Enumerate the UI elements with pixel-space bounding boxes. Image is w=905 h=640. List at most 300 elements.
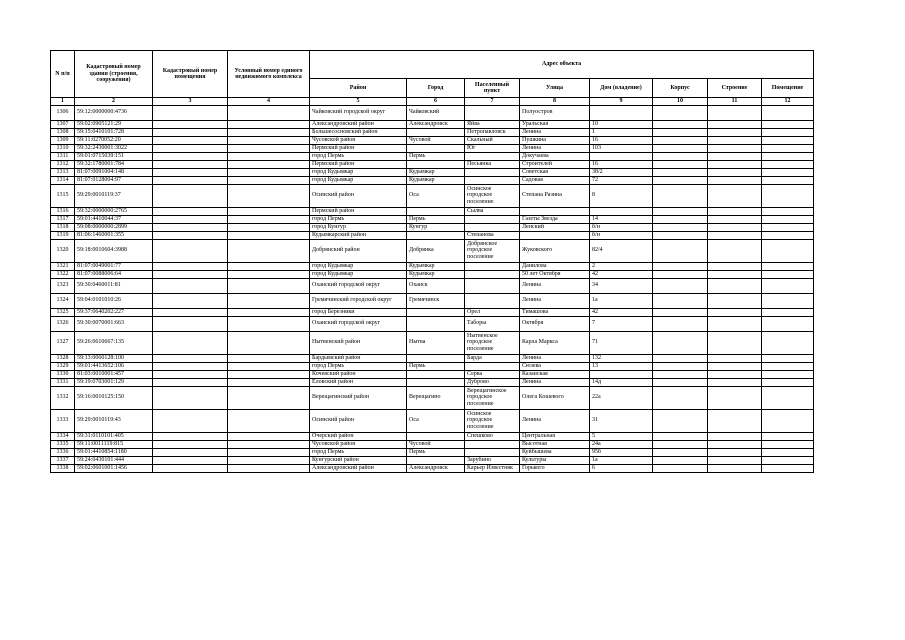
- cell-gorod: Оса: [407, 409, 465, 432]
- cell-pomeshenie: [762, 362, 814, 370]
- cell-dom: б/н: [590, 231, 653, 239]
- col-number: 8: [520, 98, 590, 106]
- cell-ulica: Ленина: [520, 144, 590, 152]
- cell-kad-room: [153, 370, 228, 378]
- cell-korpus: [653, 308, 708, 316]
- cell-gorod: [407, 128, 465, 136]
- cell-rayon: Бардымский район: [310, 354, 407, 362]
- cell-ulica: Докучаева: [520, 152, 590, 160]
- cell-n: 1317: [51, 215, 75, 223]
- cell-punkt: Яйва: [465, 120, 520, 128]
- cell-dom: [590, 370, 653, 378]
- cell-rayon: Еловский район: [310, 378, 407, 386]
- cell-ulica: Куйбышева: [520, 448, 590, 456]
- cell-stroenie: [708, 105, 762, 120]
- cell-uslov: [228, 176, 310, 184]
- cell-stroenie: [708, 215, 762, 223]
- cell-rayon: Чусовской район: [310, 136, 407, 144]
- table-row: [51, 152, 814, 160]
- cell-korpus: [653, 409, 708, 432]
- cell-stroenie: [708, 176, 762, 184]
- cell-korpus: [653, 293, 708, 308]
- cell-stroenie: [708, 331, 762, 354]
- cell-punkt: [465, 223, 520, 231]
- cell-rayon: город Кудымкар: [310, 168, 407, 176]
- cell-n: 1331: [51, 378, 75, 386]
- col-number: 9: [590, 98, 653, 106]
- cell-rayon: Осинский район: [310, 409, 407, 432]
- cell-kad-building: 59:19:0703001:129: [75, 378, 153, 386]
- cell-gorod: [407, 456, 465, 464]
- cell-dom: 14д: [590, 378, 653, 386]
- cell-gorod: Чусовой: [407, 136, 465, 144]
- cell-pomeshenie: [762, 239, 814, 262]
- col-number: 2: [75, 98, 153, 106]
- cell-punkt: [465, 293, 520, 308]
- cell-dom: [590, 207, 653, 215]
- col-number: 3: [153, 98, 228, 106]
- cell-punkt: [465, 168, 520, 176]
- cell-kad-room: [153, 128, 228, 136]
- cell-stroenie: [708, 144, 762, 152]
- cell-rayon: Очерский район: [310, 432, 407, 440]
- cell-kad-building: 81:07:0049001:77: [75, 262, 153, 270]
- cell-korpus: [653, 456, 708, 464]
- cell-kad-building: 59:32:2430001:3022: [75, 144, 153, 152]
- cell-rayon: Гремячинский городской округ: [310, 293, 407, 308]
- cell-uslov: [228, 105, 310, 120]
- cell-stroenie: [708, 432, 762, 440]
- cell-gorod: Кудымкар: [407, 176, 465, 184]
- cell-punkt: Нытвенское городское поселение: [465, 331, 520, 354]
- cell-stroenie: [708, 293, 762, 308]
- cell-korpus: [653, 316, 708, 331]
- cell-n: 1309: [51, 136, 75, 144]
- table-row: [51, 270, 814, 278]
- cell-stroenie: [708, 168, 762, 176]
- cell-n: 1327: [51, 331, 75, 354]
- cell-punkt: Петропавловск: [465, 128, 520, 136]
- cell-stroenie: [708, 239, 762, 262]
- cell-korpus: [653, 370, 708, 378]
- cell-stroenie: [708, 278, 762, 293]
- header-rayon: Район: [310, 79, 407, 98]
- cell-punkt: Осинское городское поселение: [465, 184, 520, 207]
- cell-kad-building: 59:04:0101010:26: [75, 293, 153, 308]
- cell-gorod: Кудымкар: [407, 168, 465, 176]
- cell-ulica: [520, 231, 590, 239]
- cell-punkt: [465, 440, 520, 448]
- cell-stroenie: [708, 136, 762, 144]
- cell-kad-room: [153, 231, 228, 239]
- cell-pomeshenie: [762, 144, 814, 152]
- cell-kad-building: 59:24:0430101:444: [75, 456, 153, 464]
- cell-kad-room: [153, 144, 228, 152]
- cell-kad-room: [153, 160, 228, 168]
- cell-n: 1333: [51, 409, 75, 432]
- cell-korpus: [653, 440, 708, 448]
- cell-kad-building: 81:07:0091004:148: [75, 168, 153, 176]
- cell-pomeshenie: [762, 370, 814, 378]
- cell-punkt: Карьер Известняк: [465, 464, 520, 472]
- cell-n: 1312: [51, 160, 75, 168]
- cell-rayon: Большесосновский район: [310, 128, 407, 136]
- cell-rayon: Верещагинский район: [310, 386, 407, 409]
- cell-stroenie: [708, 440, 762, 448]
- cell-uslov: [228, 386, 310, 409]
- cell-ulica: Ленина: [520, 378, 590, 386]
- cell-kad-building: 59:01:0715039:151: [75, 152, 153, 160]
- cell-n: 1318: [51, 223, 75, 231]
- cell-gorod: Кудымкар: [407, 262, 465, 270]
- cell-dom: 42: [590, 308, 653, 316]
- cell-rayon: Кочевский район: [310, 370, 407, 378]
- cell-rayon: город Березники: [310, 308, 407, 316]
- cell-punkt: Спешково: [465, 432, 520, 440]
- cell-kad-room: [153, 239, 228, 262]
- cell-dom: 42: [590, 270, 653, 278]
- cell-kad-building: 59:32:0000000:2765: [75, 207, 153, 215]
- cell-uslov: [228, 231, 310, 239]
- cell-korpus: [653, 105, 708, 120]
- cell-stroenie: [708, 448, 762, 456]
- table-row: [51, 440, 814, 448]
- cell-n: 1310: [51, 144, 75, 152]
- cell-dom: 1: [590, 128, 653, 136]
- cell-dom: 95б: [590, 448, 653, 456]
- cell-rayon: город Кудымкар: [310, 270, 407, 278]
- cell-stroenie: [708, 207, 762, 215]
- cell-pomeshenie: [762, 262, 814, 270]
- cell-korpus: [653, 136, 708, 144]
- cell-rayon: Добрянский район: [310, 239, 407, 262]
- cell-uslov: [228, 152, 310, 160]
- cell-dom: 82/4: [590, 239, 653, 262]
- cell-uslov: [228, 378, 310, 386]
- table-row: [51, 308, 814, 316]
- cell-stroenie: [708, 370, 762, 378]
- cell-rayon: Кудымкарский район: [310, 231, 407, 239]
- cell-n: 1322: [51, 270, 75, 278]
- header-address: Адрес объекта: [310, 51, 814, 79]
- cell-n: 1323: [51, 278, 75, 293]
- cell-kad-room: [153, 440, 228, 448]
- cell-kad-building: 59:08:0000000:2899: [75, 223, 153, 231]
- cell-kad-building: 59:01:4413652:106: [75, 362, 153, 370]
- cell-gorod: Оса: [407, 184, 465, 207]
- table-row: [51, 316, 814, 331]
- cell-ulica: Пушкина: [520, 136, 590, 144]
- cell-pomeshenie: [762, 278, 814, 293]
- cell-uslov: [228, 144, 310, 152]
- cell-kad-room: [153, 464, 228, 472]
- header-kad-room: Кадастровый номер помещения: [153, 51, 228, 98]
- cell-kad-building: 59:01:4410854:1180: [75, 448, 153, 456]
- cell-uslov: [228, 316, 310, 331]
- cell-ulica: Степана Разина: [520, 184, 590, 207]
- cell-n: 1334: [51, 432, 75, 440]
- cell-uslov: [228, 160, 310, 168]
- cell-pomeshenie: [762, 456, 814, 464]
- cell-gorod: Пермь: [407, 215, 465, 223]
- cell-dom: 103: [590, 144, 653, 152]
- cell-kad-room: [153, 262, 228, 270]
- cell-ulica: Данилова: [520, 262, 590, 270]
- cell-stroenie: [708, 270, 762, 278]
- table-row: [51, 144, 814, 152]
- header-gorod: Город: [407, 79, 465, 98]
- cell-rayon: город Пермь: [310, 215, 407, 223]
- cell-korpus: [653, 120, 708, 128]
- cell-dom: 14: [590, 215, 653, 223]
- cell-punkt: Скальный: [465, 136, 520, 144]
- cell-ulica: Ленина: [520, 278, 590, 293]
- cell-rayon: город Пермь: [310, 448, 407, 456]
- cell-ulica: Культуры: [520, 456, 590, 464]
- cell-n: 1311: [51, 152, 75, 160]
- cell-dom: 1а: [590, 456, 653, 464]
- cell-korpus: [653, 215, 708, 223]
- cell-punkt: Орел: [465, 308, 520, 316]
- cell-korpus: [653, 168, 708, 176]
- cell-pomeshenie: [762, 136, 814, 144]
- cell-stroenie: [708, 308, 762, 316]
- table-row: [51, 239, 814, 262]
- cell-kad-room: [153, 386, 228, 409]
- cell-pomeshenie: [762, 448, 814, 456]
- cell-kad-building: 59:01:4410044:37: [75, 215, 153, 223]
- cell-pomeshenie: [762, 105, 814, 120]
- cell-korpus: [653, 223, 708, 231]
- cell-ulica: Казанская: [520, 370, 590, 378]
- cell-rayon: город Кудымкар: [310, 262, 407, 270]
- cell-korpus: [653, 160, 708, 168]
- cell-punkt: Таборы: [465, 316, 520, 331]
- cell-uslov: [228, 184, 310, 207]
- cell-n: 1337: [51, 456, 75, 464]
- cell-gorod: Кудымкар: [407, 270, 465, 278]
- cell-uslov: [228, 440, 310, 448]
- cell-korpus: [653, 386, 708, 409]
- table-row: [51, 215, 814, 223]
- col-number: 7: [465, 98, 520, 106]
- cell-kad-building: 59:11:0270052:20: [75, 136, 153, 144]
- header-korpus: Корпус: [653, 79, 708, 98]
- table-row: [51, 432, 814, 440]
- cell-punkt: [465, 262, 520, 270]
- cell-gorod: [407, 370, 465, 378]
- cell-stroenie: [708, 456, 762, 464]
- table-row: [51, 409, 814, 432]
- cell-n: 1315: [51, 184, 75, 207]
- cell-kad-building: 59:29:0010119:43: [75, 409, 153, 432]
- cell-gorod: [407, 207, 465, 215]
- cell-korpus: [653, 239, 708, 262]
- cell-dom: 16: [590, 160, 653, 168]
- cell-dom: 71: [590, 331, 653, 354]
- cell-n: 1316: [51, 207, 75, 215]
- cell-gorod: Гремячинск: [407, 293, 465, 308]
- cell-uslov: [228, 136, 310, 144]
- cell-uslov: [228, 128, 310, 136]
- cell-ulica: Уральская: [520, 120, 590, 128]
- cell-punkt: [465, 278, 520, 293]
- cell-stroenie: [708, 378, 762, 386]
- cell-n: 1325: [51, 308, 75, 316]
- cell-korpus: [653, 331, 708, 354]
- cell-rayon: город Кудымкар: [310, 176, 407, 184]
- cell-korpus: [653, 354, 708, 362]
- document-page: [50, 50, 813, 473]
- header-punkt: Населенный пункт: [465, 79, 520, 98]
- cell-kad-room: [153, 136, 228, 144]
- cell-dom: 13: [590, 362, 653, 370]
- cell-korpus: [653, 262, 708, 270]
- cell-n: 1328: [51, 354, 75, 362]
- cell-uslov: [228, 331, 310, 354]
- cell-uslov: [228, 432, 310, 440]
- cell-punkt: [465, 152, 520, 160]
- header-ulica: Улица: [520, 79, 590, 98]
- cell-rayon: Чусовской район: [310, 440, 407, 448]
- cell-pomeshenie: [762, 120, 814, 128]
- cell-punkt: Юг: [465, 144, 520, 152]
- cell-ulica: Сюзева: [520, 362, 590, 370]
- table-row: [51, 136, 814, 144]
- cell-pomeshenie: [762, 160, 814, 168]
- cell-punkt: [465, 448, 520, 456]
- cell-pomeshenie: [762, 270, 814, 278]
- cell-stroenie: [708, 362, 762, 370]
- cell-dom: 7: [590, 316, 653, 331]
- cell-kad-room: [153, 331, 228, 354]
- cell-stroenie: [708, 128, 762, 136]
- table-row: [51, 105, 814, 120]
- cell-gorod: [407, 231, 465, 239]
- cell-kad-room: [153, 293, 228, 308]
- cell-rayon: город Кунгур: [310, 223, 407, 231]
- cell-pomeshenie: [762, 231, 814, 239]
- cell-uslov: [228, 262, 310, 270]
- cell-rayon: город Пермь: [310, 362, 407, 370]
- col-number: 4: [228, 98, 310, 106]
- cell-n: 1336: [51, 448, 75, 456]
- cell-kad-room: [153, 168, 228, 176]
- col-number: 5: [310, 98, 407, 106]
- cell-uslov: [228, 239, 310, 262]
- cell-kad-building: 59:26:0610667:135: [75, 331, 153, 354]
- cell-stroenie: [708, 354, 762, 362]
- cell-rayon: Пермский район: [310, 144, 407, 152]
- object-table: [50, 50, 814, 473]
- cell-kad-building: 59:30:0460011:81: [75, 278, 153, 293]
- table-row: [51, 370, 814, 378]
- cell-punkt: [465, 362, 520, 370]
- cell-gorod: Александровск: [407, 120, 465, 128]
- cell-uslov: [228, 456, 310, 464]
- cell-dom: 24а: [590, 440, 653, 448]
- cell-n: 1307: [51, 120, 75, 128]
- table-row: [51, 128, 814, 136]
- cell-kad-room: [153, 278, 228, 293]
- cell-uslov: [228, 223, 310, 231]
- cell-pomeshenie: [762, 215, 814, 223]
- cell-uslov: [228, 215, 310, 223]
- cell-pomeshenie: [762, 223, 814, 231]
- cell-n: 1319: [51, 231, 75, 239]
- cell-kad-room: [153, 308, 228, 316]
- cell-gorod: Чусовой: [407, 440, 465, 448]
- cell-punkt: Зарубино: [465, 456, 520, 464]
- cell-kad-building: 59:37:0640202:227: [75, 308, 153, 316]
- cell-kad-room: [153, 105, 228, 120]
- table-row: [51, 160, 814, 168]
- cell-n: 1321: [51, 262, 75, 270]
- col-number: 12: [762, 98, 814, 106]
- cell-kad-room: [153, 152, 228, 160]
- cell-gorod: Пермь: [407, 362, 465, 370]
- cell-pomeshenie: [762, 432, 814, 440]
- header-pomeshenie: Помещение: [762, 79, 814, 98]
- cell-pomeshenie: [762, 440, 814, 448]
- cell-uslov: [228, 409, 310, 432]
- header-dom: Дом (владение): [590, 79, 653, 98]
- cell-gorod: [407, 378, 465, 386]
- cell-rayon: Оханский городской округ: [310, 278, 407, 293]
- cell-punkt: [465, 105, 520, 120]
- header-kad-building: Кадастровый номер здания (строения, сооружения): [75, 51, 153, 98]
- cell-uslov: [228, 370, 310, 378]
- cell-punkt: Песьянка: [465, 160, 520, 168]
- cell-kad-room: [153, 362, 228, 370]
- cell-rayon: город Пермь: [310, 152, 407, 160]
- col-number: 6: [407, 98, 465, 106]
- cell-kad-building: 59:13:0060128:100: [75, 354, 153, 362]
- cell-kad-building: 59:02:0905121:29: [75, 120, 153, 128]
- cell-kad-room: [153, 448, 228, 456]
- cell-kad-building: 59:31:0110101:405: [75, 432, 153, 440]
- cell-rayon: Нытвенский район: [310, 331, 407, 354]
- cell-ulica: Садовая: [520, 176, 590, 184]
- cell-kad-room: [153, 120, 228, 128]
- cell-gorod: Добрянка: [407, 239, 465, 262]
- cell-rayon: Пермский район: [310, 160, 407, 168]
- cell-gorod: [407, 144, 465, 152]
- cell-rayon: Осинский район: [310, 184, 407, 207]
- cell-stroenie: [708, 464, 762, 472]
- cell-kad-room: [153, 207, 228, 215]
- cell-kad-building: 81:06:1460001:355: [75, 231, 153, 239]
- cell-punkt: Степанова: [465, 231, 520, 239]
- cell-uslov: [228, 308, 310, 316]
- cell-kad-building: 81:07:0128004:97: [75, 176, 153, 184]
- cell-kad-room: [153, 378, 228, 386]
- cell-dom: 6: [590, 464, 653, 472]
- table-row: [51, 168, 814, 176]
- cell-ulica: Карла Маркса: [520, 331, 590, 354]
- cell-punkt: Дуброво: [465, 378, 520, 386]
- cell-ulica: Олега Кошевого: [520, 386, 590, 409]
- cell-rayon: Александровский район: [310, 464, 407, 472]
- cell-kad-building: 59:18:0010604:3988: [75, 239, 153, 262]
- cell-ulica: Высотная: [520, 440, 590, 448]
- table-row: [51, 184, 814, 207]
- cell-gorod: Чайковский: [407, 105, 465, 120]
- cell-ulica: Ленина: [520, 128, 590, 136]
- cell-pomeshenie: [762, 293, 814, 308]
- cell-ulica: Ленина: [520, 409, 590, 432]
- cell-korpus: [653, 207, 708, 215]
